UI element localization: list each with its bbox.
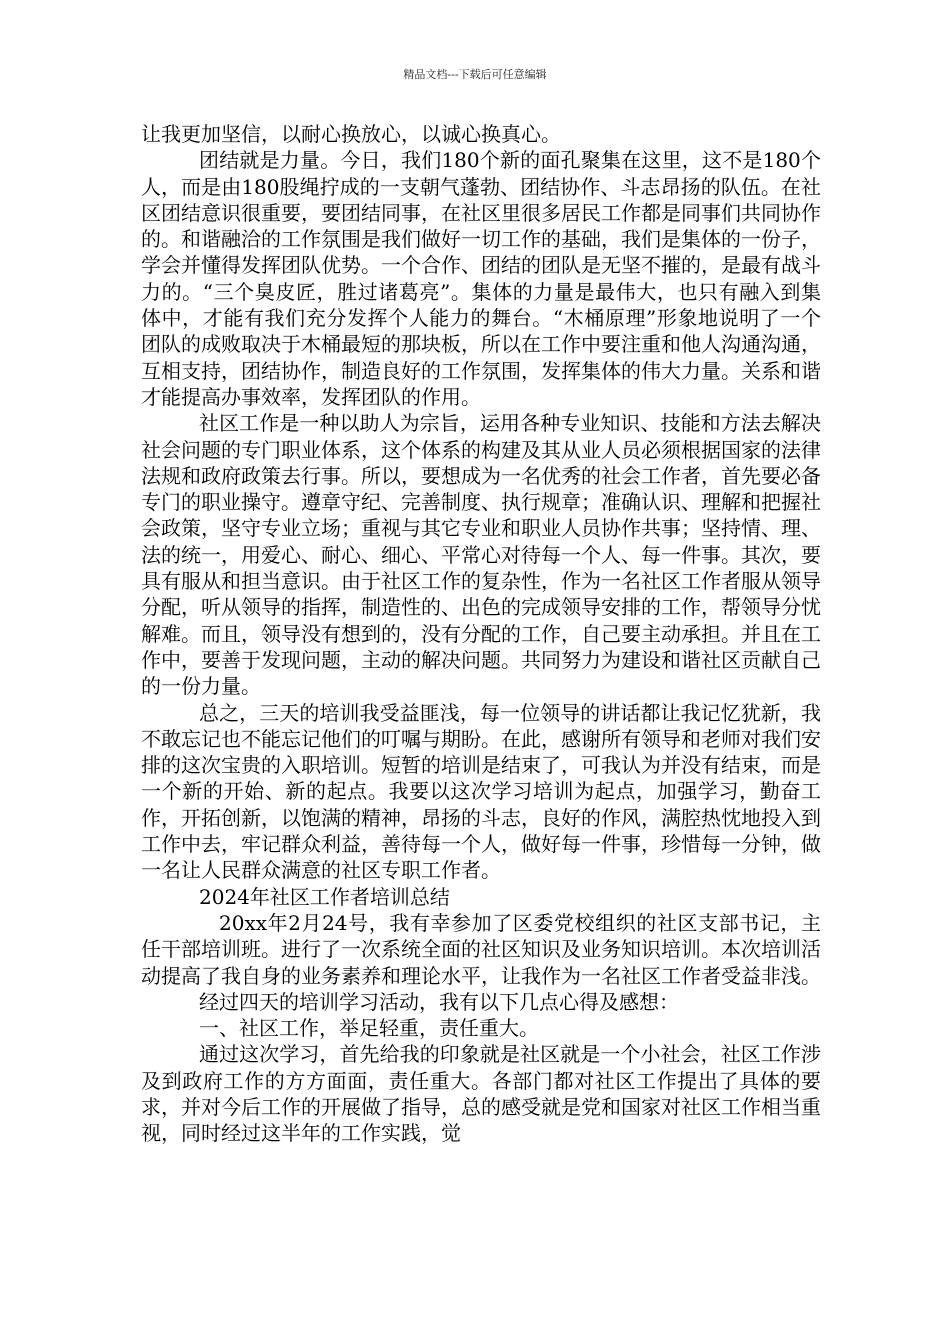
paragraph: 让我更加坚信，以耐心换放心，以诚心换真心。 — [141, 122, 561, 146]
paragraph: 经过四天的培训学习活动，我有以下几点心得及感想： — [199, 989, 679, 1014]
paragraph: 社区工作是一种以助人为宗旨，运用各种专业知识、技能和方法去解决社会问题的专门职业体系，这个体系的构建及其从业人员必须根据国家的法律法规和政府政策去行事。所以，要想成为一名优秀的社会工作者，首先要必备专门的职业操守。遵章守纪、完善制度、执行规章；准确认识、理解和把握社会政策，坚守专业立场；重视与其它专业和职业人员协作共事；坚持情、理、法的统一，用爱心、耐心、细心、平常心对待每一个人、每一件事。其次，要具有服从和担当意识。由于社区工作的复杂性，作为一名社区工作者服从领导分配，听从领导的指挥，制造性的、出色的完成领导安排的工作，帮领导分忧解难。而且，领导没有想到的，没有分配的工作，自己要主动承担。并且在工作中，要善于发现问题，主动的解决问题。共同努力为建设和谐社区贡献自己的一份力量。 — [141, 411, 821, 699]
document-body — [141, 121, 821, 1147]
paragraph: 通过这次学习，首先给我的印象就是社区就是一个小社会，社区工作涉及到政府工作的方方面面，责任重大。各部门都对社区工作提出了具体的要求，并对今后工作的开展做了指导，总的感受就是党和国家对社区工作相当重视，同时经过这半年的工作实践，觉 — [141, 1042, 821, 1146]
section-title: 2024年社区工作者培训总结 — [199, 884, 450, 909]
paragraph: 一、社区工作，举足轻重，责任重大。 — [199, 1016, 539, 1041]
paragraph: 总之，三天的培训我受益匪浅，每一位领导的讲话都让我记忆犹新，我不敢忘记也不能忘记他们的叮嘱与期盼。在此，感谢所有领导和老师对我们安排的这次宝贵的入职培训。短暂的培训是结束了，可我认为并没有结束，而是一个新的开始、新的起点。我要以这次学习培训为起点，加强学习，勤奋工作，开拓创新，以饱满的精神，昂扬的斗志，良好的作风，满腔热忱地投入到工作中去，牢记群众利益，善待每一个人，做好每一件事，珍惜每一分钟，做一名让人民群众满意的社区专职工作者。 — [141, 700, 821, 883]
page-header: 精品文档---下载后可任意编辑 — [403, 68, 547, 81]
paragraph: 团结就是力量。今日，我们180个新的面孔聚集在这里，这不是180个人，而是由180股绳拧成的一支朝气蓬勃、团结协作、斗志昂扬的队伍。在社区团结意识很重要，要团结同事，在社区里很多居民工作都是同事们共同协作的。和谐融洽的工作氛围是我们做好一切工作的基础，我们是集体的一份子，学会并懂得发挥团队优势。一个合作、团结的团队是无坚不摧的，是最有战斗力的。“三个臭皮匠，胜过诸葛亮”。集体的力量是最伟大，也只有融入到集体中，才能有我们充分发挥个人能力的舞台。“木桶原理”形象地说明了一个团队的成败取决于木桶最短的那块板，所以在工作中要注重和他人沟通沟通，互相支持，团结协作，制造良好的工作氛围，发挥集体的伟大力量。关系和谐才能提高办事效率，发挥团队的作用。 — [141, 148, 821, 409]
paragraph: 20xx年2月24号，我有幸参加了区委党校组织的社区支部书记，主任干部培训班。进行了一次系统全面的社区知识及业务知识培训。本次培训活动提高了我自身的业务素养和理论水平，让我作为一名社区工作者受益非浅。 — [141, 910, 821, 988]
